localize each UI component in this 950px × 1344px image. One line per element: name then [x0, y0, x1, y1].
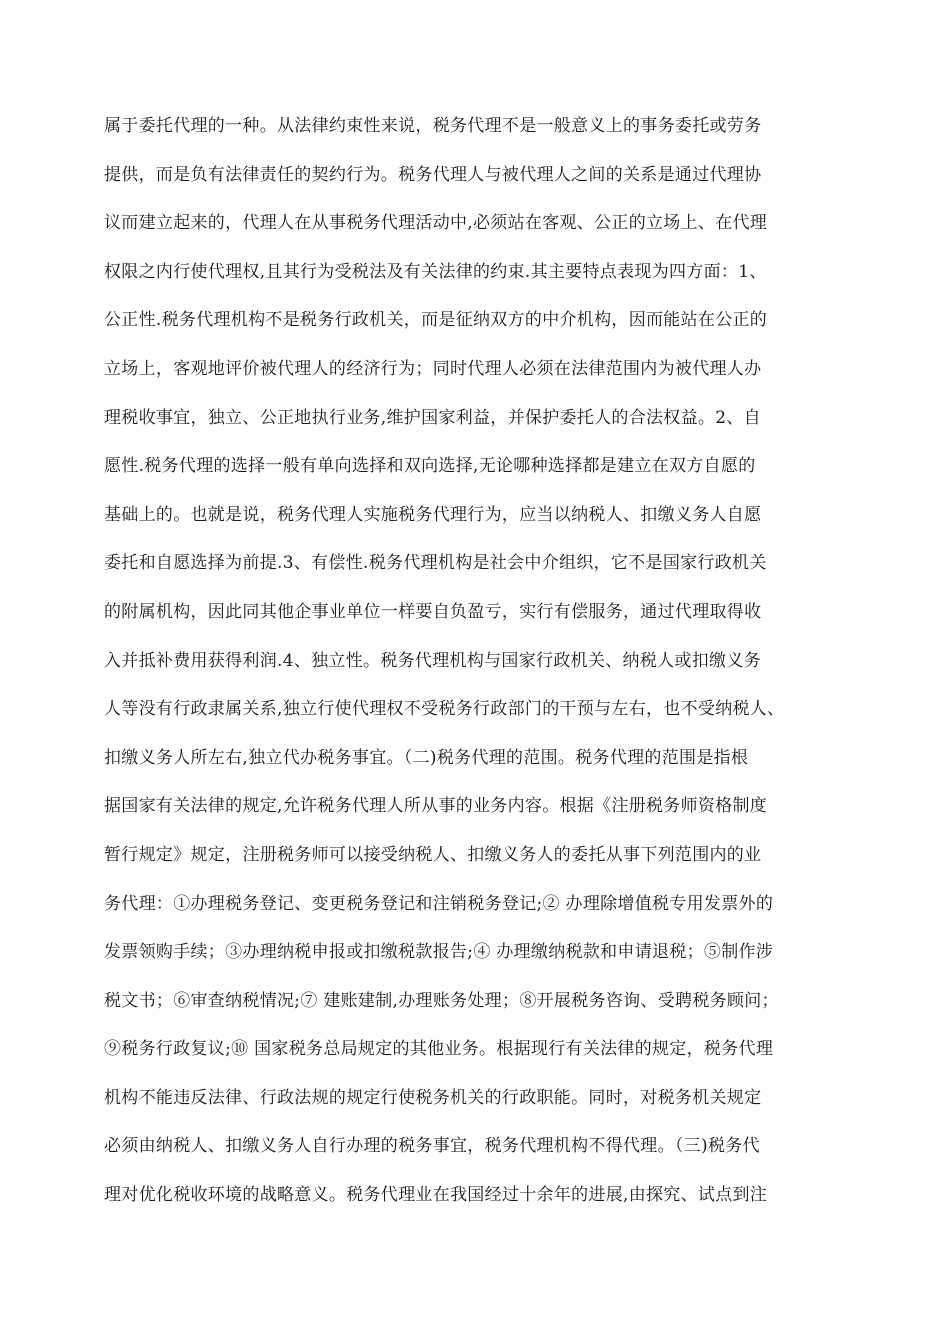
- text-line: ⑨税务行政复议;⑩ 国家税务总局规定的其他业务。根据现行有关法律的规定，税务代理: [104, 1039, 774, 1060]
- text-line: 议而建立起来的，代理人在从事税务代理活动中,必须站在客观、公正的立场上、在代理: [104, 213, 768, 234]
- text-line: 提供，而是负有法律责任的契约行为。税务代理人与被代理人之间的关系是通过代理协: [104, 164, 762, 185]
- text-line: 愿性.税务代理的选择一般有单向选择和双向选择,无论哪种选择都是建立在双方自愿的: [104, 456, 756, 477]
- text-line: 立场上，客观地评价被代理人的经济行为；同时代理人必须在法律范围内为被代理人办: [104, 358, 762, 379]
- text-line: 必须由纳税人、扣缴义务人自行办理的税务事宜，税务代理机构不得代理。（三)税务代: [104, 1136, 760, 1157]
- text-line: 暂行规定》规定，注册税务师可以接受纳税人、扣缴义务人的委托从事下列范围内的业: [104, 844, 762, 865]
- text-line: 人等没有行政隶属关系,独立行使代理权不受税务行政部门的干预与左右，也不受纳税人、: [104, 699, 785, 720]
- text-line: 税文书；⑥审查纳税情况;⑦ 建账建制,办理账务处理；⑧开展税务咨询、受聘税务顾问；: [104, 990, 779, 1011]
- text-line: 委托和自愿选择为前提.3、有偿性.税务代理机构是社会中介组织，它不是国家行政机关: [104, 553, 767, 574]
- text-line: 基础上的。也就是说，税务代理人实施税务代理行为，应当以纳税人、扣缴义务人自愿: [104, 504, 762, 525]
- text-line: 发票领购手续；③办理纳税申报或扣缴税款报告;④ 办理缴纳税款和申请退税；⑤制作涉: [104, 942, 774, 963]
- text-line: 理税收事宜，独立、公正地执行业务,维护国家利益，并保护委托人的合法权益。2、自: [104, 407, 761, 428]
- text-line: 入并抵补费用获得利润.4、独立性。税务代理机构与国家行政机关、纳税人或扣缴义务: [104, 650, 761, 671]
- text-line: 的附属机构，因此同其他企事业单位一样要自负盈亏，实行有偿服务，通过代理取得收: [104, 601, 762, 622]
- text-line: 属于委托代理的一种。从法律约束性来说，税务代理不是一般意义上的事务委托或劳务: [104, 116, 762, 136]
- text-line: 理对优化税收环境的战略意义。税务代理业在我国经过十余年的进展,由探究、试点到注: [104, 1185, 768, 1206]
- text-line: 扣缴义务人所左右,独立代办税务事宜。（二)税务代理的范围。税务代理的范围是指根: [104, 747, 749, 768]
- text-line: 权限之内行使代理权,且其行为受税法及有关法律的约束.其主要特点表现为四方面：1、: [104, 261, 767, 282]
- body-text: [104, 102, 864, 1220]
- text-line: 务代理：①办理税务登记、变更税务登记和注销税务登记;② 办理除增值税专用发票外的: [104, 893, 774, 914]
- text-line: 机构不能违反法律、行政法规的规定行使税务机关的行政职能。同时，对税务机关规定: [104, 1087, 762, 1108]
- text-line: 据国家有关法律的规定,允许税务代理人所从事的业务内容。根据《注册税务师资格制度: [104, 796, 768, 817]
- text-line: 公正性.税务代理机构不是税务行政机关，而是征纳双方的中介机构，因而能站在公正的: [104, 310, 768, 331]
